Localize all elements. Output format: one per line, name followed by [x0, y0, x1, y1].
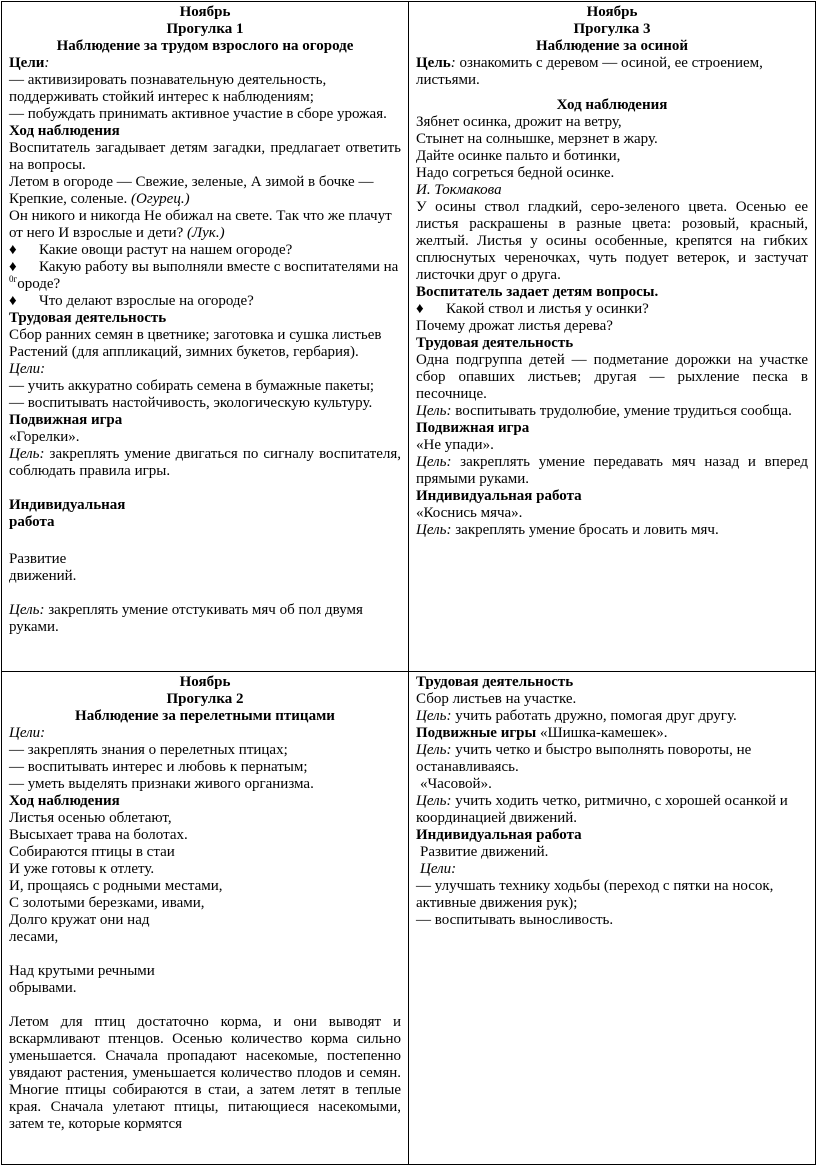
riddle: Летом в огороде — Свежие, зеленые, А зимой в бочке — Крепкие, соленые. (Огурец.) [9, 174, 374, 207]
game-name: «Горелки». [9, 429, 80, 445]
labor-heading: Трудовая деятельность [9, 310, 167, 326]
labor-heading: Трудовая деятельность [416, 335, 574, 351]
goal-item: — учить аккуратно собирать семена в бумажные пакеты; [9, 378, 375, 394]
poem-line: обрывами. [9, 980, 77, 996]
observation-title: Наблюдение за трудом взрослого на огороде [56, 38, 354, 54]
walk-2-cell [2, 672, 409, 1165]
individual-work-heading: Индивидуальная работа [9, 497, 126, 530]
description-text: У осины ствол гладкий, серо-зеленого цвета. Осенью ее листья раскрашены в разные цвета: розовый, красный, желтый. Листья у осины особенные, крепятся на гибких сплюснутых череночках, чуть подует ветерок, и застучат листочки друг о друга. [416, 199, 808, 283]
games-heading-line: Подвижные игры «Шишка-камешек». [416, 725, 668, 741]
diamond-bullet-icon: ♦ [9, 259, 17, 275]
poem-author: И. Токмакова [416, 182, 502, 198]
question-item: ♦ Какую работу вы выполняли вместе с воспитателями на $^{0г}$ороде? [9, 259, 399, 292]
labor-text: Сбор листьев на участке. [416, 691, 577, 707]
diamond-bullet-icon: ♦ [416, 301, 424, 317]
labor-text: Одна подгруппа детей — подметание дорожки на участке сбор опавших листьев; другая — рыхление песка в песочнице. [416, 352, 808, 402]
poem-line: Дайте осинке пальто и ботинки, [416, 148, 621, 164]
poem-line: Высыхает трава на болотах. [9, 827, 188, 843]
individual-work-heading: Индивидуальная работа [416, 488, 582, 504]
individual-work-heading: Индивидуальная работа [416, 827, 582, 843]
walk-3-continuation-cell [409, 672, 816, 1165]
poem-line: Собираются птицы в стаи [9, 844, 175, 860]
goal-item: — уметь выделять признаки живого организма. [9, 776, 314, 792]
goals-heading: Цели: [9, 55, 50, 71]
goal-line: Цель: ознакомить с деревом — осиной, ее строением, листьями. [416, 55, 763, 88]
month-heading: Ноябрь [586, 4, 638, 20]
poem-line: Стынет на солнышке, мерзнет в жару. [416, 131, 658, 147]
game-heading: Подвижная игра [9, 412, 123, 428]
game-goal: Цель: закреплять умение передавать мяч назад и вперед прямыми руками. [416, 454, 808, 487]
goal-item: — воспитывать выносливость. [416, 912, 614, 928]
goal-item: — закреплять знания о перелетных птицах; [9, 742, 288, 758]
game-name: «Часовой». [420, 776, 492, 792]
teacher-questions-heading: Воспитатель задает детям вопросы. [416, 284, 659, 300]
lesson-plan-table [1, 1, 816, 1165]
poem-line: лесами, [9, 929, 59, 945]
course-heading: Ход наблюдения [9, 123, 120, 139]
month-heading: Ноябрь [179, 674, 231, 690]
individual-work-text: Развитие движений. [9, 551, 77, 584]
question-item: Почему дрожат листья дерева? [416, 318, 613, 334]
labor-goal: Цель: учить работать дружно, помогая друг другу. [416, 708, 737, 724]
individual-work-goal: Цель: закреплять умение отстукивать мяч об пол двумя руками. [9, 602, 363, 635]
goal-item: — активизировать познавательную деятельность, поддерживать стойкий интерес к наблюдениям; [9, 72, 327, 105]
course-heading: Ход наблюдения [556, 97, 668, 113]
walk-3-cell [409, 2, 816, 672]
game-goal: Цель: закреплять умение двигаться по сигналу воспитателя, соблюдать правила игры. [9, 446, 402, 479]
riddle-answer: (Лук.) [186, 225, 225, 241]
poem-line: Долго кружат они над [9, 912, 150, 928]
question-item: ♦ Что делают взрослые на огороде? [9, 293, 254, 309]
goal-item: — воспитывать настойчивость, экологическую культуру. [9, 395, 373, 411]
poem-line: С золотыми березками, ивами, [9, 895, 205, 911]
labor-text: Сбор ранних семян в цветнике; заготовка и сушка листьев Растений (для аппликаций, зимних букетов, гербария). [9, 327, 382, 360]
diamond-bullet-icon: ♦ [9, 293, 17, 309]
observation-title: Наблюдение за осиной [535, 38, 689, 54]
game-goal: Цель: учить ходить четко, ритмично, с хорошей осанкой и координацией движений. [416, 793, 788, 826]
labor-heading: Трудовая деятельность [416, 674, 574, 690]
individual-work-goal: Цель: закреплять умение бросать и ловить мяч. [416, 522, 719, 538]
question-item: ♦ Какой ствол и листья у осинки? [416, 301, 649, 317]
individual-work-name: «Коснись мяча». [416, 505, 523, 521]
game-goal: Цель: учить четко и быстро выполнять повороты, не останавливаясь. [416, 742, 752, 775]
table-row [2, 672, 816, 1165]
poem-line: Листья осенью облетают, [9, 810, 172, 826]
month-heading: Ноябрь [179, 4, 231, 20]
course-heading: Ход наблюдения [9, 793, 120, 809]
riddle: Он никого и никогда Не обижал на свете. Так что же плачут от него И взрослые и дети? (Лук.) [9, 208, 392, 241]
game-name: «Не упади». [416, 437, 494, 453]
diamond-bullet-icon: ♦ [9, 242, 17, 258]
question-item: ♦ Какие овощи растут на нашем огороде? [9, 242, 293, 258]
poem-line: Надо согреться бедной осинке. [416, 165, 615, 181]
body-text: Летом для птиц достаточно корма, и они выводят и вскармливают птенцов. Осенью количество корма сильно уменьшается. Сначала пропадают насекомые, постепенно увядают растения, уменьшается количество плодов и семян. Многие птицы собираются в стаи, а затем летят в теплые края. Сначала улетают птицы, питающиеся насекомыми, затем те, которые кормятся [9, 1014, 401, 1132]
poem-line: И, прощаясь с родными местами, [9, 878, 223, 894]
table-row [2, 2, 816, 672]
riddle-answer: (Огурец.) [131, 191, 190, 207]
individual-work-text: Развитие движений. [420, 844, 549, 860]
labor-goal: Цель: воспитывать трудолюбие, умение трудиться сообща. [416, 403, 792, 419]
game-heading: Подвижная игра [416, 420, 530, 436]
walk-title: Прогулка 3 [573, 21, 651, 37]
observation-title: Наблюдение за перелетными птицами [75, 708, 335, 724]
goal-item: — воспитывать интерес и любовь к пернатым; [9, 759, 308, 775]
goals-heading: Цели: [9, 725, 46, 741]
poem-line: И уже готовы к отлету. [9, 861, 155, 877]
poem-line: Зябнет осинка, дрожит на ветру, [416, 114, 622, 130]
walk-title: Прогулка 1 [166, 21, 244, 37]
walk-1-cell [2, 2, 409, 672]
goal-item: — побуждать принимать активное участие в сборе урожая. [9, 106, 387, 122]
course-text: Воспитатель загадывает детям загадки, предлагает ответить на вопросы. [9, 140, 401, 173]
goal-item: — улучшать технику ходьбы (переход с пятки на носок, активные движения рук); [416, 878, 774, 911]
labor-goals-heading: Цели: [9, 361, 46, 377]
individual-goals-heading: Цели: [420, 861, 457, 877]
poem-line: Над крутыми речными [9, 963, 155, 979]
walk-title: Прогулка 2 [166, 691, 244, 707]
